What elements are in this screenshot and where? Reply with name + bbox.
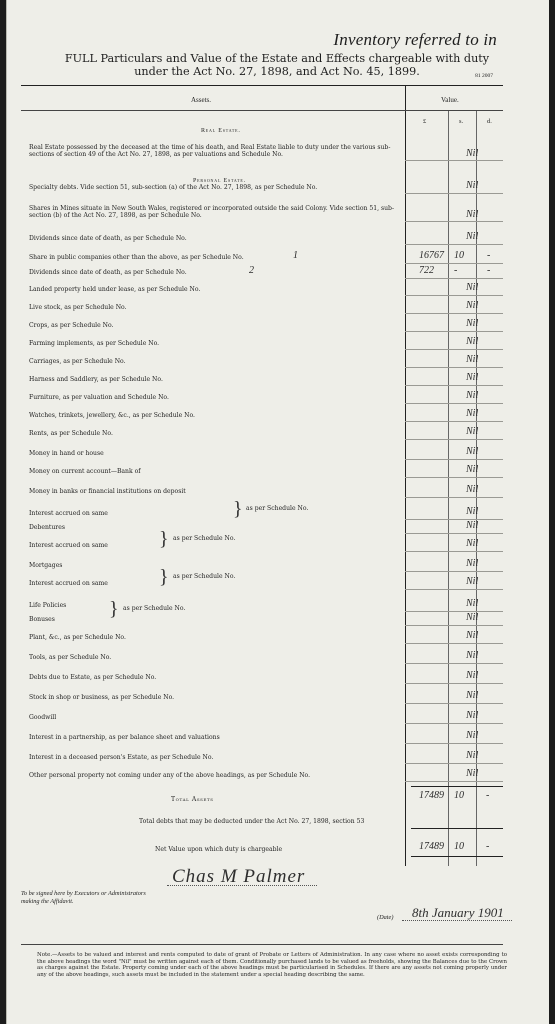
asset-row-label: Bonuses [29,616,55,623]
total-assets-pounds: 17489 [419,790,444,801]
value-row-rule [405,403,503,404]
net-value-shillings: 10 [454,841,464,852]
value-row-rule [405,295,503,296]
asset-row-label: Tools, as per Schedule No. [29,654,112,661]
asset-row-label: Other personal property not coming under any of the above headings, as per Schedule No. [29,772,311,779]
asset-row-label: Money on current account—Bank of [29,468,141,475]
note-divider [21,944,503,945]
asset-value-pounds: Nil [466,670,479,681]
asset-row-label: Debentures [29,524,65,531]
asset-value-pounds: 16767 [419,250,444,261]
asset-value-pounds: Nil [466,690,479,701]
signature-instruction: To be signed here by Executors or Administrators making the Affidavit. [21,890,146,905]
total-assets-label: Total Assets [171,796,214,803]
value-row-rule [405,589,503,590]
asset-value-pounds: Nil [466,484,479,495]
asset-value-pounds: Nil [466,231,479,242]
footnote: Note.—Assets to be valued and interest and rents computed to date of grant of Probate or Letters of Administration. In any case where no asset exists corresponding to the above headings the word "Nil" must be written against each of them. Conditionally purchased lands to be valued as freeholds, showing the Balances due to the Crown as charges against the Estate. Property coming under each of the above headings must be particularised in Schedules. If there are any assets not coming properly under any of the above headings, such assets must be included in the statement under a special heading describing the same. [37,952,507,978]
mortgages-schedule-label: as per Schedule No. [173,573,236,580]
schedule-number: 1 [293,250,298,261]
debentures-schedule-label: as per Schedule No. [173,535,236,542]
asset-row-label: Plant, &c., as per Schedule No. [29,634,126,641]
value-row-rule [405,459,503,460]
asset-row-label: Money in banks or financial institutions on deposit [29,488,186,495]
asset-value-pounds: Nil [466,768,479,779]
shillings-header: s. [459,118,464,125]
value-column-divider [405,86,406,866]
value-row-rule [405,643,503,644]
header-rule [21,110,503,111]
value-row-rule [405,439,503,440]
value-row-rule [405,331,503,332]
asset-row-label: Harness and Saddlery, as per Schedule No. [29,376,163,383]
date-label: (Date) [377,914,394,921]
value-row-rule [405,160,503,161]
total-rule-mid [411,828,503,829]
asset-row-label: Real Estate possessed by the deceased at the time of his death, and Real Estate liable to duty under the various sub-sections of section 49 of the Act No. 27, 1898, as per valuations and Schedule No. [29,144,391,159]
total-assets-shillings: 10 [454,790,464,801]
asset-value-shillings: 10 [454,250,464,261]
asset-row-label: Shares in Mines situate in New South Wales, registered or incorporated outside the said Colony. Vide section 51, sub-section (b) of the Act No. 27, 1898, as per Schedule No. [29,205,394,220]
asset-value-pounds: Nil [466,300,479,311]
asset-row-label: Stock in shop or business, as per Schedule No. [29,694,175,701]
asset-row-label: Specialty debts. Vide section 51, sub-section (a) of the Act No. 27, 1898, as per Schedule No. [29,184,318,191]
value-row-rule [405,221,503,222]
value-row-rule [405,683,503,684]
asset-value-pounds: Nil [466,464,479,475]
schedule-number: 2 [249,265,254,276]
policies-schedule-label: as per Schedule No. [123,605,186,612]
asset-row-label: Mortgages [29,562,63,569]
asset-value-pounds: Nil [466,710,479,721]
value-row-rule [405,193,503,194]
asset-value-pounds: Nil [466,408,479,419]
date-line [402,920,512,921]
asset-value-pounds: Nil [466,372,479,383]
real-estate-heading: Real Estate. [201,128,241,134]
asset-value-pounds: Nil [466,426,479,437]
value-row-rule [405,244,503,245]
net-value-pounds: 17489 [419,841,444,852]
asset-value-pounds: Nil [466,650,479,661]
asset-value-pounds: Nil [466,558,479,569]
value-row-rule [405,497,503,498]
value-row-rule [405,551,503,552]
value-row-rule [405,723,503,724]
asset-value-pounds: Nil [466,446,479,457]
mortgages-brace: } [159,566,169,588]
asset-row-label: Life Policies [29,602,67,609]
value-row-rule [405,519,503,520]
form-number: 81 2007 [475,73,493,79]
asset-value-pounds: Nil [466,520,479,531]
deposit-brace: } [233,498,243,520]
asset-value-pounds: Nil [466,318,479,329]
asset-value-pence: - [487,250,491,261]
asset-value-pounds: Nil [466,612,479,623]
asset-row-label: Dividends since date of death, as per Schedule No. [29,235,187,242]
asset-value-pounds: Nil [466,630,479,641]
value-row-rule [405,477,503,478]
asset-row-label: Rents, as per Schedule No. [29,430,113,437]
value-row-rule [405,385,503,386]
asset-value-pounds: Nil [466,598,479,609]
asset-value-pounds: Nil [466,730,479,741]
asset-value-pounds: 722 [419,265,434,276]
asset-row-label: Share in public companies other than the above, as per Schedule No. [29,254,244,261]
asset-row-label: Crops, as per Schedule No. [29,322,114,329]
asset-row-label: Interest in a partnership, as per balance sheet and valuations [29,734,220,741]
document-page [6,0,549,1024]
asset-row-label: Goodwill [29,714,57,721]
assets-header: Assets. [191,96,212,104]
personal-estate-heading: Personal Estate. [193,178,246,184]
asset-value-pounds: Nil [466,282,479,293]
value-row-rule [405,625,503,626]
form-heading: FULL Particulars and Value of the Estate and Effects chargeable with duty under the Act No. 27, 1898, and Act No. 45, 1899. [64,52,490,78]
asset-row-label: Interest in a deceased person's Estate, as per Schedule No. [29,754,214,761]
value-row-rule [405,367,503,368]
value-row-rule [405,571,503,572]
value-row-rule [405,278,503,279]
value-row-rule [405,313,503,314]
asset-row-label: Watches, trinkets, jewellery, &c., as per Schedule No. [29,412,195,419]
value-row-rule [405,533,503,534]
signature-line [167,885,317,886]
date-value: 8th January 1901 [412,905,504,920]
total-rule-bottom [411,856,503,857]
net-value-label: Net Value upon which duty is chargeable [155,846,283,853]
asset-value-pounds: Nil [466,750,479,761]
value-row-rule [405,781,503,782]
value-row-rule [405,349,503,350]
asset-value-pounds: Nil [466,506,479,517]
top-title: Inventory referred to in [333,30,497,49]
value-header: Value. [441,96,459,104]
executor-signature: Chas M Palmer [172,866,306,887]
debts-label: Total debts that may be deducted under the Act No. 27, 1898, section 53 [139,818,365,825]
asset-value-pounds: Nil [466,148,479,159]
asset-row-label: Live stock, as per Schedule No. [29,304,127,311]
net-value-pence: - [486,841,490,852]
shillings-divider [448,110,449,866]
asset-row-label: Interest accrued on same [29,580,108,587]
asset-row-label: Farming implements, as per Schedule No. [29,340,160,347]
asset-row-label: Interest accrued on same [29,542,108,549]
asset-row-label: Money in hand or house [29,450,104,457]
deposit-schedule-label: as per Schedule No. [246,505,309,512]
asset-value-pounds: Nil [466,538,479,549]
asset-value-pounds: Nil [466,180,479,191]
asset-value-pounds: Nil [466,576,479,587]
policies-brace: } [109,598,119,620]
asset-value-pounds: Nil [466,336,479,347]
pence-header: d. [487,118,492,125]
value-row-rule [405,611,503,612]
asset-row-label: Carriages, as per Schedule No. [29,358,126,365]
value-row-rule [405,421,503,422]
asset-row-label: Interest accrued on same [29,510,108,517]
debentures-brace: } [159,528,169,550]
value-row-rule [405,663,503,664]
value-row-rule [405,743,503,744]
asset-value-pounds: Nil [466,209,479,220]
pounds-header: £ [423,118,427,125]
inventory-table [21,85,503,866]
asset-value-pence: - [487,265,491,276]
asset-value-shillings: - [454,265,458,276]
value-row-rule [405,703,503,704]
value-row-rule [405,763,503,764]
value-row-rule [405,263,503,264]
asset-row-label: Furniture, as per valuation and Schedule No. [29,394,169,401]
total-rule-top [411,786,503,787]
asset-row-label: Landed property held under lease, as per Schedule No. [29,286,201,293]
asset-row-label: Debts due to Estate, as per Schedule No. [29,674,157,681]
asset-value-pounds: Nil [466,390,479,401]
asset-row-label: Dividends since date of death, as per Schedule No. [29,269,187,276]
asset-value-pounds: Nil [466,354,479,365]
total-assets-pence: - [486,790,490,801]
